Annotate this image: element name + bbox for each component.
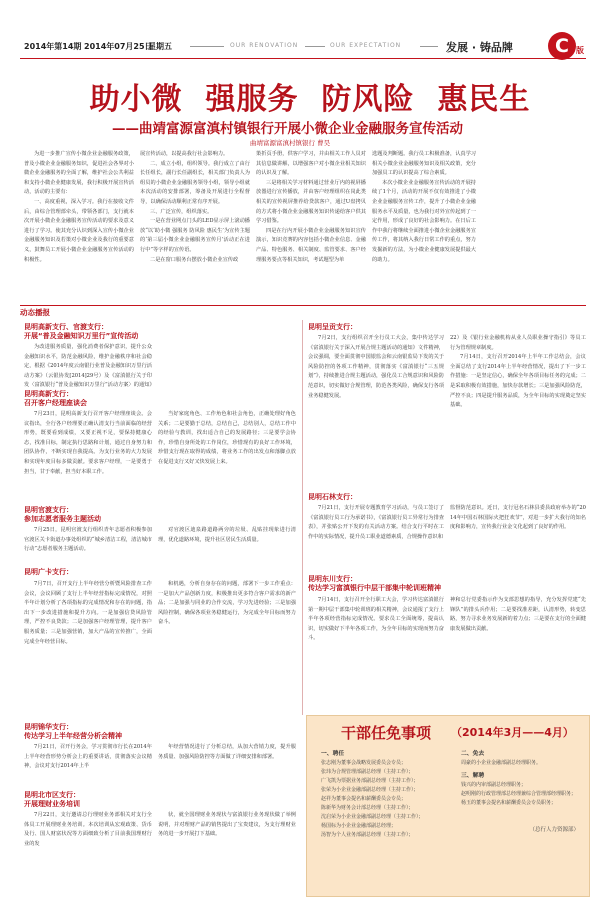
- appt-item: 周豪的小企业金融部副总经理职务。: [461, 760, 542, 766]
- brief-body: 7月7日，召开支行上半年经营分析暨风险排查工作会议，会议回顾了支行上半年经营指标完成情况，对照半年计划分析了各项指标的完成情况和存在的问题，指出下一步改进措施和提升方向。一是加强信贷风险管理，严控不良贷款；二是加强客户经理管理，提升客户服务质量；三是加强营销，加大产品的宣传推广，全面完成全年经营目标。: [24, 581, 152, 645]
- issue-number: 2014年第14期: [24, 42, 82, 51]
- subheadline: ——曲靖富源富滇村镇银行开展小微企业金融服务宣传活动: [112, 121, 463, 137]
- lead-para: 本次小微企业金融服务宣传活动的开展持续了1个月，活动的开展不仅有效推进了小微企业金融服务宣传工作，提升了小微企业金融服务水平及质量，也为我行对外宣传起到了一定作用，形成了良好的社会影响力。在日后工作中我行将继续全面推进小微企业金融服务宣传工作，将其纳入我行日常工作的重点，努力发掘新的方法，为小微企业健康发展提供最大的助力。: [372, 179, 476, 263]
- headline: 助小微 强服务 防风险 惠民生: [89, 82, 531, 117]
- appt-item: 赵祥为董事会提名和薪酬委员会专员；: [321, 796, 407, 802]
- brief-body: 状，就全国理财业务现状与富滇银行业务现状做了举例说明，并对理财产品的销售提出了宝贵建议，为支行理财业务的进一步开展打下基础。: [158, 812, 296, 838]
- brief-subhead: 传达学习富滇银行中层干部集中轮训班精神: [308, 584, 441, 592]
- header-bar: [0, 36, 606, 58]
- brief-subhead: 召开客户经理座谈会: [24, 399, 87, 407]
- lead-para: 为进一步推广宣传小微企业金融服务政策，普及小微企业金融服务知识，促进社会各界对小微企业金融服务的全面了解，维护社会公共利益和支持小微企业健康发展，我行积极开展宣传活动，活动的主要有：: [24, 151, 134, 196]
- lead-para: 三、广泛宣传，组织落实。: [150, 208, 213, 215]
- header-rule-left: [190, 46, 224, 47]
- brief-body: 7月2日，支行组织召开全行员工大会，集中传达学习《富滇银行关于深入开展合规主题活动的通知》文件精神，会议强调，要全面贯彻中国银监会和云南银监局下发的关于风险防控的各项工作精神，贯彻落实《富滇银行“三五规划”》，持续推进合规主题活动，强化员工合规意识和风险防范意识，切实做好合规管理，防范各类风险，确保支行各项业务稳健发展。: [308, 335, 444, 399]
- appt-item: 杨玉的董事会提名和薪酬委员会专员职务；: [461, 800, 557, 806]
- appt-label: 二、免去: [461, 751, 485, 757]
- brief-body: 和机遇，分析自身存在的问题，部署下一步工作重点：一是加大产品创新力度，积极推出更多符合客户需求的新产品；二是加强与同业的合作交流，学习先进经验；三是加强风险控制，确保各项业务稳健运行，为完成全年目标而努力奋斗。: [158, 581, 296, 626]
- slogan-left: OUR RENOVATION: [230, 42, 299, 49]
- lead-col-2: [140, 150, 250, 300]
- edition-badge: [548, 32, 576, 60]
- lead-para: 展宣传活动，以提高我行社会影响力。: [140, 151, 229, 157]
- brief-subhead: 开展“普及金融知识万里行”宣传活动: [24, 332, 139, 340]
- appt-source: （总行人力资源部）: [529, 827, 579, 833]
- brief-body: 神和总行党委指示作为支部思想的指导，充分发挥党建“先锋队”的排头兵作用；二是要找准差距，认清形势，转变思路，努力寻求业务发展新的着力点；三是要在支行的全面健康发展做出贡献。: [450, 597, 586, 632]
- brief-body: 年经营情况进行了分析总结，从加大营销力度，提升服务质量、加强风险防控等方面做了详细安排和部署。: [158, 744, 296, 760]
- lead-col-4: [372, 150, 476, 300]
- lead-para: 四是在行内开展小微企业金融服务知识宣传演示，知识竞赛的内容包括小微企业信息、金融产品、特色服务、相关制度、监管要求、客户经理服务要点等相关知识，考试题型为单: [256, 227, 366, 263]
- brief-body: 22）及《银行业金融机构从业人员职业操守指引》等员工行为管理规章制度。 7月14日，支行召开2014年上半年工作总结会，会议全面总结了支行2014年上半年经营情况，提出了下一步工作措施：一是坚定信心，确保全年各项目标任务的完成；二是采取积极有效措施，加快存款增长；三是加强风险防范，严控不良；四是提升服务品质，为全年目标的实现奠定坚实基础。: [450, 335, 586, 409]
- appt-label: 一、聘任: [321, 751, 345, 757]
- section-name: 发展 · 铸品牌: [446, 41, 513, 54]
- brief-head: 昆明高新支行、官渡支行：: [24, 323, 108, 331]
- appointments-title: 干部任免事项: [341, 724, 432, 742]
- brief-body: 对官渡区迪泉路道路两旁的垃圾、乱贴挂现象进行清理，优化道路环境，提升社区居民生活质量。: [158, 527, 296, 543]
- brief-body: 监督防范意识。近日，支行冠名石林县委县政府举办的“2014年中国石林国际火把狂欢节”，对进一步扩大我行的知名度和影响力，宣传我行业金文化起到了良好的作用。: [450, 505, 586, 531]
- appt-item: 张玮为合规管理部副总经理（主持工作）；: [321, 769, 414, 775]
- brief-subhead: 参加志愿者服务主题活动: [24, 515, 101, 523]
- lead-para: 一是在营业网点门头的LED显示屏上滚动播放“以‘助小微 强服务 防风险 惠民生’为宣传主题的‘第三届小微企业金融服务宣传月’活动正在进行中”等字样的宣传语。: [140, 218, 250, 253]
- brief-head: 昆明石林支行：: [308, 493, 357, 501]
- brief-head: 昆明北市区支行：: [24, 791, 80, 799]
- brief-head: 昆明东川支行：: [308, 575, 357, 583]
- header-rule-right: [420, 46, 438, 47]
- brief-head: 昆明广卡支行：: [24, 568, 73, 576]
- brief-body: 7月21日，召开行务会，学习贯彻市行长在2014年上半年经营形势分析会上的重要讲话，贯彻落实会议精神，会议对支行2014年上半: [24, 744, 152, 770]
- appt-item: 杨国标为小企业金融部副总经理；: [321, 823, 397, 829]
- appointments-col-2: [461, 750, 585, 835]
- brief-head: 昆明高新支行：: [24, 390, 73, 398]
- appt-label: 三、解聘: [461, 773, 485, 779]
- header-divider: [20, 58, 586, 59]
- edition-letter: C: [555, 35, 569, 57]
- appt-item: 汤智为个人业务部副总经理（主持工作）；: [321, 832, 414, 838]
- brief-body: 7月14日，支行召开全行职工大会，学习传达富滇银行第一期中层干部集中轮训班的相关精神，会议通报了支行上半年各项经营指标完成情况。要求员工全面统筹，提高认识，切实做好下半年各项工作，为全年目标的实现而努力奋斗。: [308, 597, 444, 642]
- appt-item: 赵明刚的行政管理部总经理兼综合管理部经理职务；: [461, 791, 577, 797]
- lead-para: 二、成立小组，组织领导。我行成立了由行长任组长，副行长任副组长，相关部门负责人为组员的小微企业金融服务领导小组，领导小组就本次活动的安排部署，筹备及开展进行全程督导，以确保活动顺利正常有序开展。: [140, 160, 250, 205]
- brief-body: 当好家庭角色、工作角色和社会角色，正确处理好角色关系；二是要勤于总结，总结自己，总结别人，总结工作中的经验与教训，找出适合自己的发展路径；三是要学会协作，珍惜自身所处的工作岗位，珍惜现有的良好工作环境，珍惜支行现在取得的成绩，将业务工作的出发点和落脚点放在促进支行又好又快发展上来。: [158, 411, 296, 465]
- brief-body: 7月25日，昆明官渡支行组织青年志愿者积极参加官渡区关卡街道办事处组织的“城乡清洁工程，清洁城市行动”志愿者服务主题活动。: [24, 527, 152, 553]
- lead-para: 一、高度重视，深入学习。我行在接收文件后，由综合管理部牵头，带领各部门，支行就本次开展小微企业金融服务宣传活动的要求及意义进行了学习。使其充分认识到深入宣传小微企业金融服务知识及若策对小微企业及我行的重要意义，鼓舞员工开展小微企业金融服务宣传活动的积极性。: [24, 198, 134, 263]
- appt-item: 张荣为小企业金融部副总经理（主持工作）；: [321, 787, 419, 793]
- appt-item: 沈启荣为小企业金融部副总经理（主持工作）；: [321, 814, 424, 820]
- appt-item: 广飞凯为票据业务部副总经理（主持工作）；: [321, 778, 419, 784]
- appt-item: 陈新华为财务会计部总经理（主持工作）；: [321, 805, 414, 811]
- issue-date: 2014年07月25日: [84, 42, 153, 51]
- briefs-title: 动态播报: [20, 308, 50, 317]
- appointments-col-1: [321, 750, 455, 840]
- column-divider: [302, 320, 303, 715]
- lead-col-1: [24, 150, 134, 300]
- lead-para: 选题及判断题。我行员工积极准备，认真学习相关小微企业金融服务知识及相关政策，充分加强员工的认识提高了综合素质。: [372, 151, 476, 177]
- appt-item: 钱兴的内审部副总经理职务；: [461, 782, 527, 788]
- brief-body: 7月22日，支行邀请总行理财业务部相关对支行全体员工开展理财业务培训。本次培训从宏观政策、货币及行、国人财富状况等方面细致分析了目前我国理财行业的发: [24, 812, 152, 847]
- brief-head: 昆明呈贡支行：: [308, 323, 357, 331]
- issue-weekday: 星期五: [148, 42, 172, 51]
- brief-body: 7月21日，支行开展专题教育学习活动，与员工签订了《富滇银行员工行为承诺书》，《富滇银行员工异常行为排查表》，并张贴公开下发的有关活动方案。结合支行平时在工作中的实际情况，提升员工职业道德素质，合规操作意识和: [308, 505, 444, 540]
- lead-col-3: [256, 150, 366, 300]
- brief-subhead: 开展理财业务培训: [24, 800, 80, 808]
- briefs-section-rule: [20, 305, 586, 306]
- appointments-period: （2014年3月——4月）: [451, 726, 574, 739]
- lead-para: 二是在窗口服务台摆放小微企业宣传政: [150, 256, 239, 263]
- lead-para: 策折页手册，供客户学习，并由相关工作人员对其信息做讲解，以增强客户对小微企业相关知识的认识及了解。: [256, 151, 366, 177]
- brief-subhead: 传达学习上半年经营分析会精神: [24, 732, 122, 740]
- appointments-box: [306, 715, 590, 897]
- lead-para: 三是将相关学习材料通过营业厅内的视屏播放器进行宣传播放，并由客户经理组织在岗此类相关的宣传视屏推荐给贷款客户，通过U盘拷贝的方式将小微企业金融服务知识传递给客户供其学习借鉴。: [256, 179, 366, 225]
- edition-suffix: 版: [576, 46, 584, 55]
- header-rule-mid: [305, 46, 325, 47]
- brief-body: 7月23日，昆明高新支行召开客户经理座谈会。会议指出，全行各户经理要正确认清支行当前面临的经营形势，既要看到成绩，又要正视不足，要保持健康心态，找准目标，制定执行思路和计划，通过自身努力和团队协作，不断实现自我提高。为支行业务的大力发展和实现年度目标多做贡献。要求客户经理，一是要勇于担当，甘于奉献，担当好本职工作。: [24, 411, 152, 475]
- brief-head: 昆明锦华支行：: [24, 723, 73, 731]
- byline: 曲靖富源富滇村镇银行 曹昊: [250, 139, 331, 147]
- slogan-right: OUR EXPECTATION: [330, 42, 402, 49]
- brief-head: 昆明官渡支行：: [24, 506, 73, 514]
- brief-body: 为改进服务质量，强化消费者保护意识，提升公众金融知识水平，防范金融风险，维护金融秩序和社会稳定，根据《2014年度云南银行业普及金融知识万里行活动方案》（云银协发[2014]29号）及《富滇银行关于印发〈富滇银行“普及金融知识万里行”活动方案〉的通知》: [24, 344, 152, 389]
- appt-item: 张志刚为董事会战略发展委员会专员；: [321, 760, 407, 766]
